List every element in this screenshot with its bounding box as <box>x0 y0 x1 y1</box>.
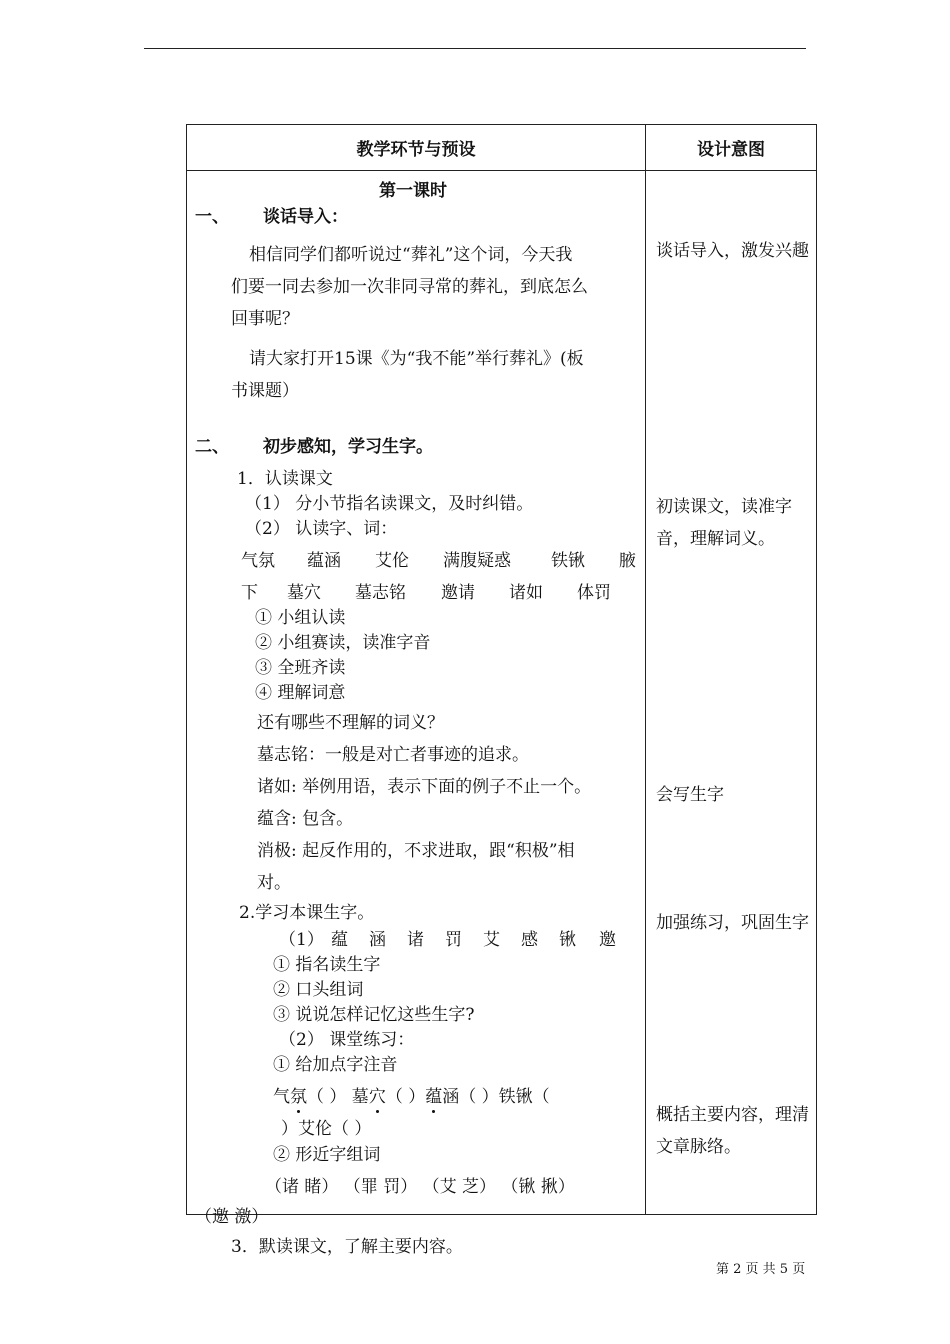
open-book-line-2: 书课题） <box>231 381 299 401</box>
word: 满腹疑惑 <box>443 551 511 571</box>
section2-title: 初步感知，学习生字。 <box>263 437 433 457</box>
word: 气氛 <box>241 551 275 571</box>
char: 罚 <box>445 930 462 950</box>
item2-sub2: （2） 课堂练习： <box>279 1030 415 1050</box>
question-line: 还有哪些不理解的词义？ <box>257 713 444 733</box>
design-note: 概括主要内容，理清文章脉络。 <box>656 1105 809 1157</box>
design-note: 会写生字 <box>656 785 724 805</box>
word: 诸如 <box>509 583 543 603</box>
lesson-plan-table <box>186 124 817 1257</box>
word: 邀请 <box>441 583 475 603</box>
step: ③ 全班齐读 <box>255 658 346 678</box>
intro-line-3: 回事呢？ <box>231 309 299 329</box>
exercise1-line1 <box>273 1087 550 1107</box>
header-rule <box>144 48 806 49</box>
dotted-char: 氛 <box>290 1087 307 1107</box>
design-note: 加强练习，巩固生字 <box>656 913 809 933</box>
definition: 蕴含: 包含。 <box>257 809 354 829</box>
exercise2-title: ② 形近字组词 <box>273 1145 381 1165</box>
exercise2-line2: （邀 激） <box>195 1207 269 1227</box>
word: 墓志铭 <box>355 583 406 603</box>
definition: 诸如: 举例用语，表示下面的例子不止一个。 <box>257 777 592 797</box>
word: 铁锹 <box>551 551 585 571</box>
section1-title: 谈话导入： <box>263 207 348 227</box>
word: 艾伦 <box>375 551 409 571</box>
table-body-row <box>187 171 817 1215</box>
exercise1-text: 气 <box>273 1087 290 1107</box>
item2-step: ③ 说说怎样记忆这些生字? <box>273 1005 475 1025</box>
design-intent-cell <box>646 171 817 1215</box>
item1-sub2: （2） 认读字、词： <box>245 519 398 539</box>
step: ② 小组赛读，读准字音 <box>255 633 431 653</box>
table-header-row <box>187 125 817 171</box>
dotted-char: 穴 <box>368 1087 386 1107</box>
char: 诸 <box>407 930 424 950</box>
word: 蕴涵 <box>307 551 341 571</box>
intro-line-2: 们要一同去参加一次非同寻常的葬礼，到底怎么 <box>231 277 588 297</box>
item3-label: 3．默读课文，了解主要内容。 <box>231 1237 463 1257</box>
definition: 墓志铭：一般是对亡者事迹的追求。 <box>257 745 529 765</box>
item1-sub1: （1） 分小节指名读课文，及时纠错。 <box>245 494 534 514</box>
exercise1-line2: ）艾伦（ ） <box>281 1119 372 1139</box>
word: 墓穴 <box>287 583 321 603</box>
word: 腋 <box>619 551 636 571</box>
item2-step: ① 指名读生字 <box>273 955 381 975</box>
definition: 对。 <box>257 873 291 893</box>
exercise1-text: 涵（ ）铁锹（ <box>442 1087 550 1107</box>
word: 下 <box>241 583 258 603</box>
lesson-content-cell <box>187 171 646 1257</box>
char: 蕴 <box>331 930 348 950</box>
exercise1-title: ① 给加点字注音 <box>273 1055 398 1075</box>
dotted-char: 蕴 <box>425 1087 443 1107</box>
exercise2-line1: （诸 睹） （罪 罚） （艾 芝） （锹 揪） <box>265 1177 575 1197</box>
header-left: 教学环节与预设 <box>187 125 646 171</box>
section2-number: 二、 <box>195 437 229 457</box>
char: 艾 <box>483 930 500 950</box>
item2-step: ② 口头组词 <box>273 980 364 1000</box>
char: 锹 <box>559 930 576 950</box>
word: 体罚 <box>577 583 611 603</box>
page-footer: 第 2 页 共 5 页 <box>716 1262 806 1277</box>
item2-chars-label: （1） <box>279 930 324 950</box>
exercise1-text: （ ） 墓 <box>307 1087 369 1107</box>
step: ① 小组认读 <box>255 608 346 628</box>
section1-number: 一、 <box>195 207 229 227</box>
design-note: 初读课文，读准字音，理解词义。 <box>656 497 792 549</box>
header-right: 设计意图 <box>646 125 817 171</box>
item2-label: 2.学习本课生字。 <box>239 903 375 923</box>
design-note: 谈话导入，激发兴趣 <box>656 241 809 261</box>
exercise1-text: （ ） <box>385 1087 426 1107</box>
char: 感 <box>521 930 538 950</box>
char: 邀 <box>599 930 616 950</box>
definition: 消极: 起反作用的，不求进取，跟“积极”相 <box>257 841 575 861</box>
lesson-title: 第一课时 <box>379 181 447 201</box>
step: ④ 理解词意 <box>255 683 346 703</box>
item1-label: 1．认读课文 <box>237 469 333 489</box>
intro-line-1: 相信同学们都听说过“葬礼”这个词，今天我 <box>249 245 573 265</box>
char: 涵 <box>369 930 386 950</box>
open-book-line-1: 请大家打开15课《为“我不能”举行葬礼》(板 <box>249 349 584 369</box>
